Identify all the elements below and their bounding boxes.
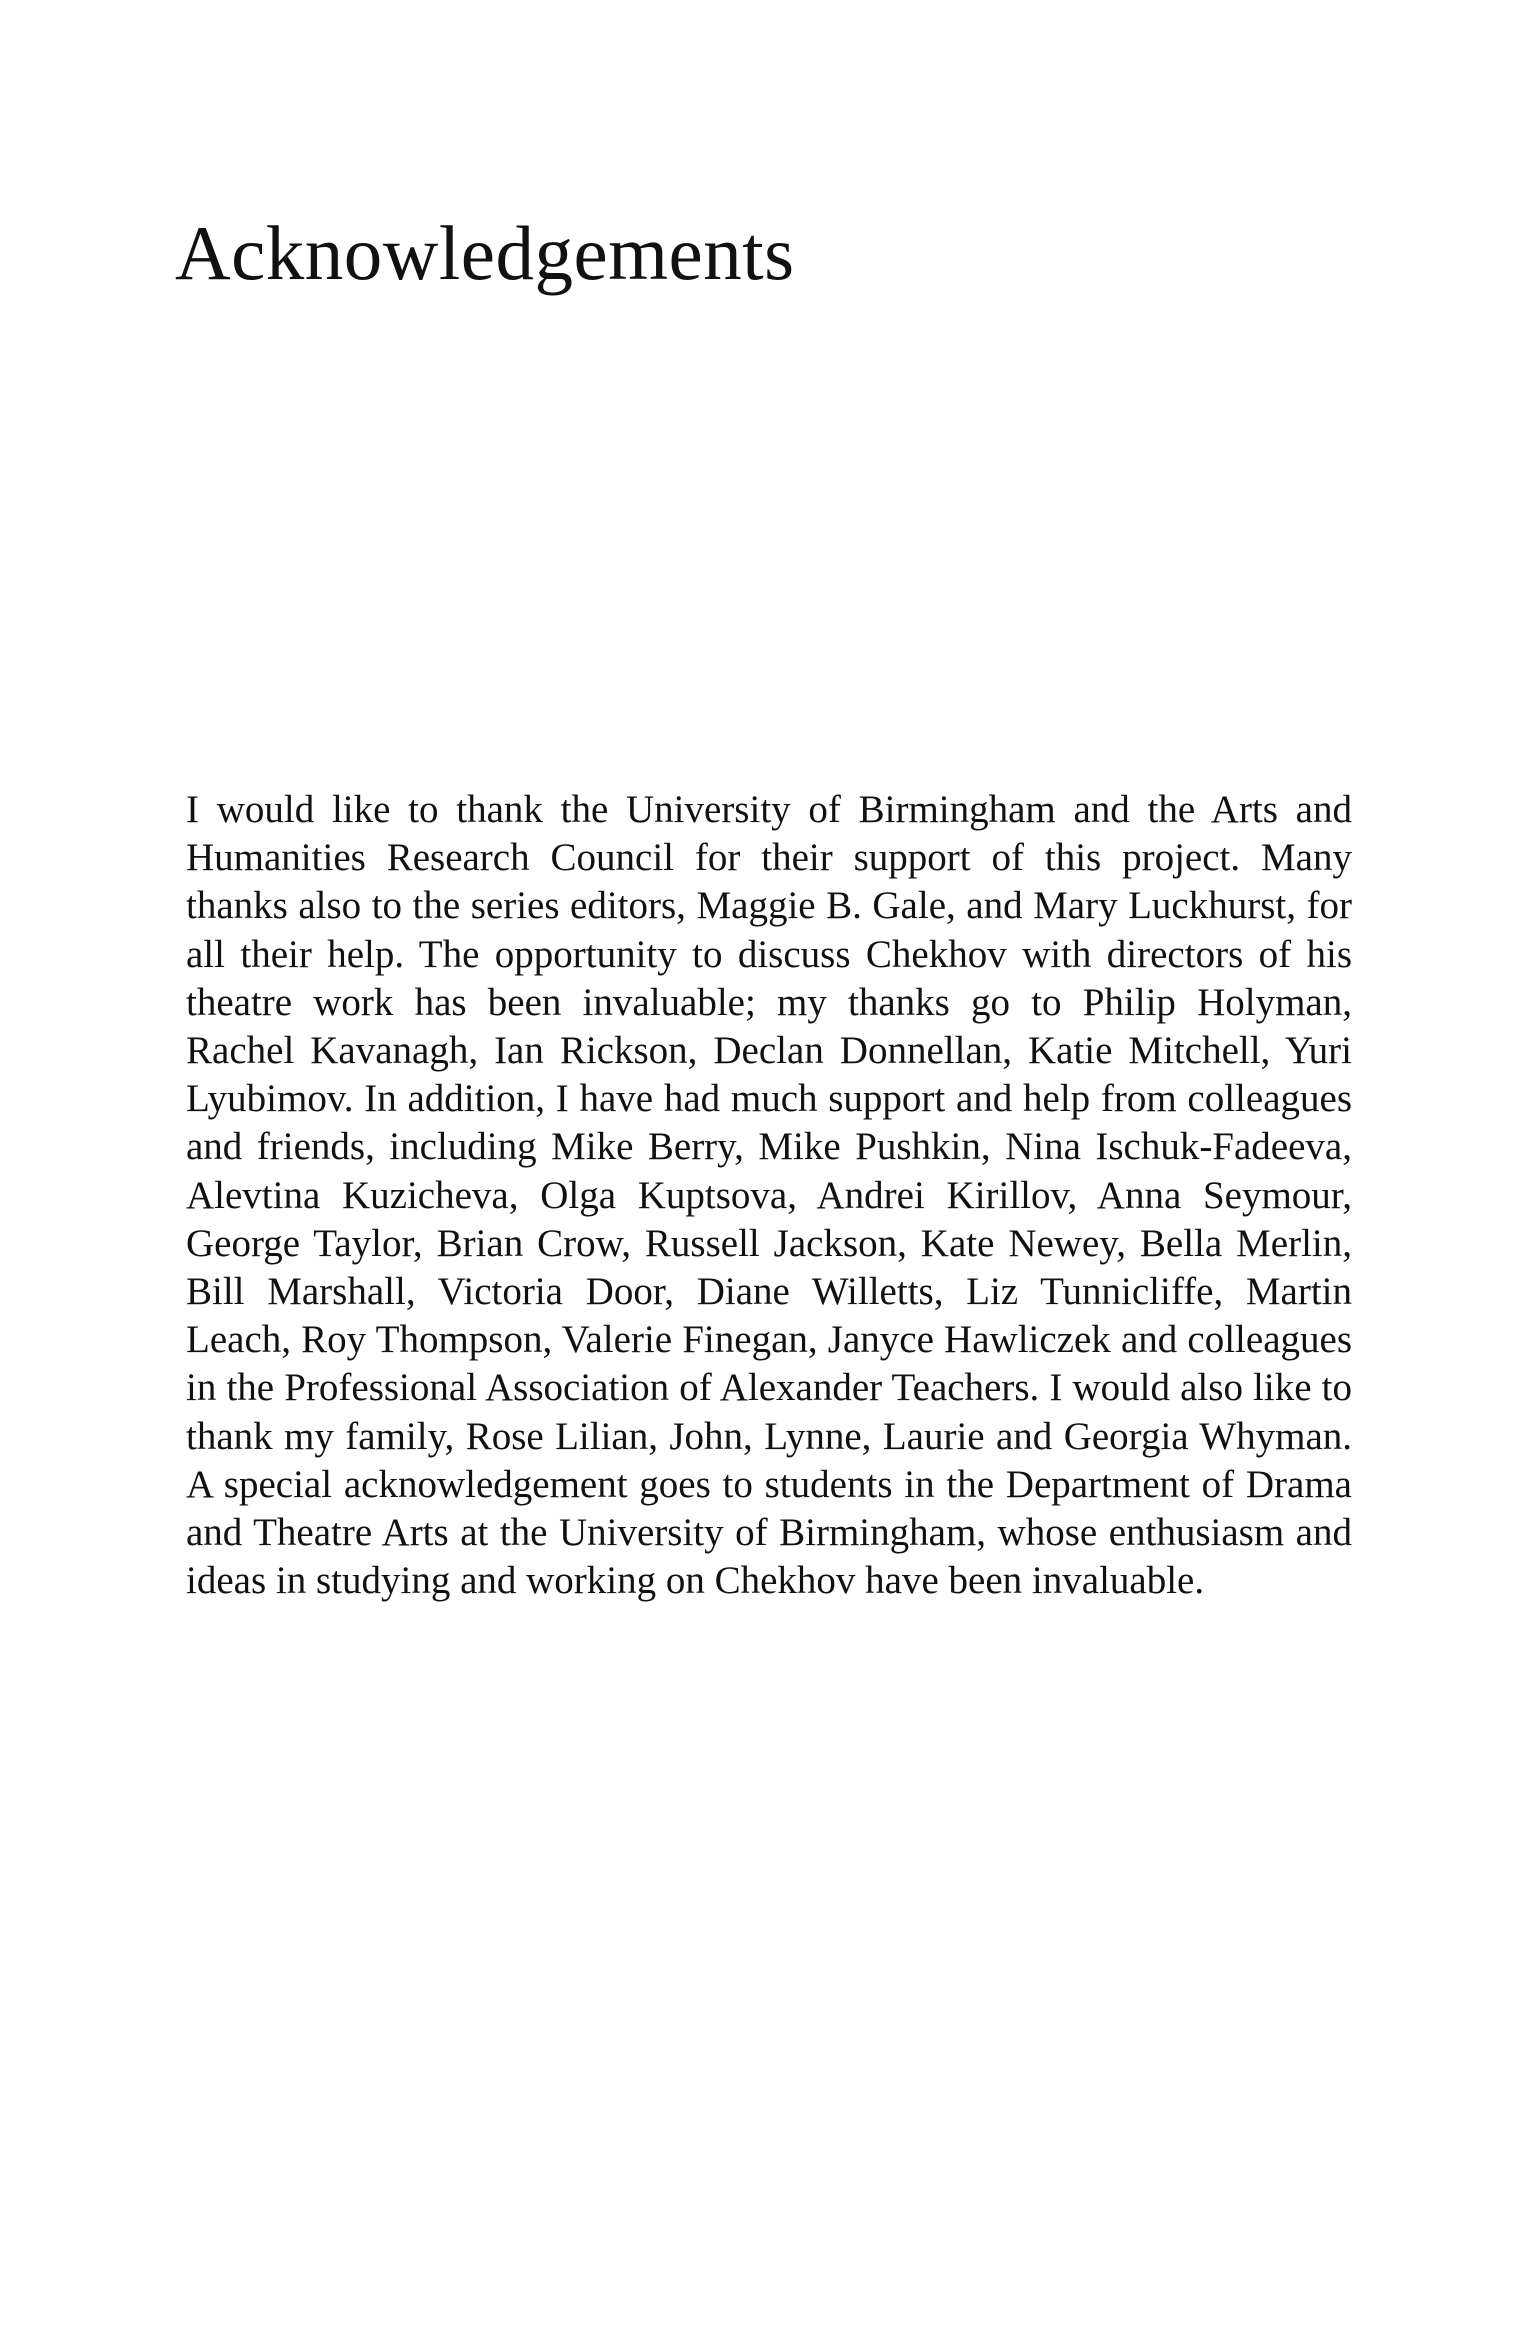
acknowledgements-paragraph: I would like to thank the University of Birmingham and the Arts and Humanities Research Council for their support of this project. Many thanks also to the series editors, Maggie B. Gale, and Mary Luckhurst, for all their help. The opportunity to discuss Chekhov with directors of his theatre work has been invaluable; my thanks go to Philip Holyman, Rachel Kavanagh, Ian Rickson, Declan Donnellan, Katie Mitchell, Yuri Lyubimov. In addition, I have had much support and help from colleagues and friends, including Mike Berry, Mike Pushkin, Nina Ischuk-Fadeeva, Alevtina Kuzicheva, Olga Kuptsova, Andrei Kirillov, Anna Seymour, George Taylor, Brian Crow, Russell Jackson, Kate Newey, Bella Merlin, Bill Marshall, Victoria Door, Diane Willetts, Liz Tunnicliffe, Martin Leach, Roy Thompson, Valerie Finegan, Janyce Hawliczek and colleagues in the Professional Association of Alexander Teachers. I would also like to thank my family, Rose Lilian, John, Lynne, Laurie and Georgia Whyman. A special acknowledgement goes to students in the Department of Drama and Theatre Arts at the University of Birmingham, whose enthusiasm and ideas in studying and working on Chekhov have been invaluable. — [186, 788, 1352, 1603]
page-title: Acknowledgements — [175, 210, 795, 296]
